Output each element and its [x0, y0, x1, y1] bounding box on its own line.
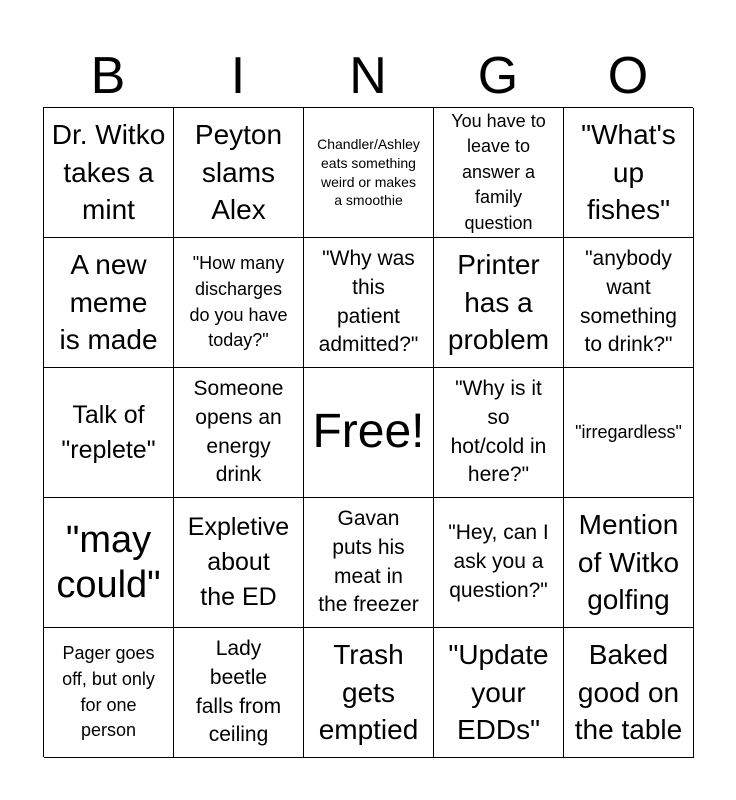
bingo-cell[interactable] — [304, 108, 434, 238]
cell-text: Gavan puts his meat in the freezer — [318, 506, 419, 617]
header-letter-b: B — [90, 47, 126, 105]
bingo-cell[interactable] — [564, 628, 694, 758]
cell-text: A new meme is made — [59, 248, 158, 356]
bingo-cell[interactable] — [174, 108, 304, 238]
free-space-text: Free! — [312, 405, 425, 459]
cell-text: "Hey, can I ask you a question?" — [448, 521, 549, 602]
cell-text: Baked good on the table — [574, 638, 683, 746]
bingo-header — [43, 45, 693, 107]
bingo-cell[interactable] — [174, 628, 304, 758]
bingo-cell[interactable] — [564, 238, 694, 368]
cell-text: "may could" — [56, 519, 161, 606]
bingo-cell[interactable] — [174, 498, 304, 628]
bingo-card-grid — [43, 107, 693, 757]
bingo-cell[interactable] — [304, 628, 434, 758]
cell-text: Pager goes off, but only for one person — [62, 643, 155, 741]
cell-text: "Update your EDDs" — [448, 638, 549, 746]
cell-text: Talk of "replete" — [61, 400, 156, 464]
header-letter-i: I — [230, 47, 246, 105]
header-letter-o: O — [607, 47, 649, 105]
cell-text: Printer has a problem — [447, 248, 550, 356]
bingo-cell[interactable] — [44, 628, 174, 758]
bingo-cell[interactable] — [434, 498, 564, 628]
bingo-cell[interactable] — [564, 368, 694, 498]
bingo-cell[interactable] — [304, 238, 434, 368]
bingo-cell[interactable] — [44, 238, 174, 368]
bingo-cell[interactable] — [304, 498, 434, 628]
cell-text: Mention of Witko golfing — [577, 508, 680, 616]
free-space-cell[interactable] — [304, 368, 434, 498]
cell-text: "Why was this patient admitted?" — [318, 246, 419, 357]
cell-text: "irregardless" — [575, 421, 682, 442]
cell-text: Someone opens an energy drink — [193, 376, 284, 487]
bingo-cell[interactable] — [174, 368, 304, 498]
cell-text: Dr. Witko takes a mint — [51, 118, 166, 226]
cell-text: You have to leave to answer a family question — [451, 110, 546, 233]
bingo-cell[interactable] — [434, 238, 564, 368]
bingo-cell[interactable] — [564, 108, 694, 238]
bingo-cell[interactable] — [434, 108, 564, 238]
cell-text: Expletive about the ED — [187, 513, 290, 611]
cell-text: Trash gets emptied — [318, 638, 419, 746]
cell-text: "What's up fishes" — [581, 118, 676, 226]
cell-text: Peyton slams Alex — [194, 118, 283, 226]
bingo-cell[interactable] — [44, 368, 174, 498]
bingo-cell[interactable] — [174, 238, 304, 368]
bingo-cell[interactable] — [44, 498, 174, 628]
bingo-cell[interactable] — [564, 498, 694, 628]
bingo-cell[interactable] — [434, 368, 564, 498]
header-letter-g: G — [477, 47, 519, 105]
bingo-cell[interactable] — [434, 628, 564, 758]
cell-text: "How many discharges do you have today?" — [189, 253, 288, 351]
bingo-cell[interactable] — [44, 108, 174, 238]
cell-text: "Why is it so hot/cold in here?" — [450, 376, 547, 487]
cell-text: Chandler/Ashley eats something weird or makes a smoothie — [317, 135, 420, 209]
cell-text: Lady beetle falls from ceiling — [195, 636, 282, 747]
header-letter-n: N — [349, 47, 387, 105]
cell-text: "anybody want something to drink?" — [580, 246, 677, 357]
